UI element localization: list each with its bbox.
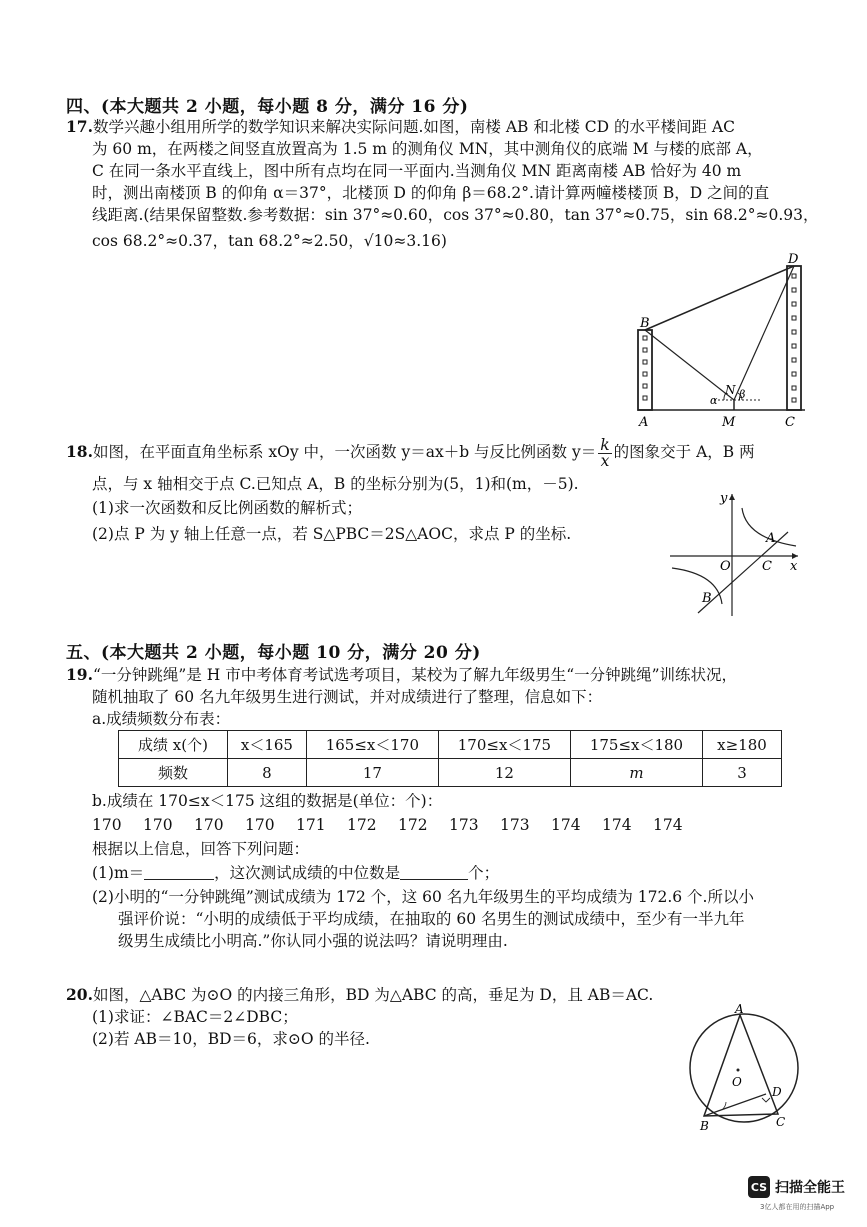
point-a-label: A: [766, 531, 776, 546]
data-value: 172: [398, 816, 428, 834]
q20-line: (1)求证：∠BAC＝2∠DBC；: [92, 1008, 298, 1026]
question-number: 18.: [66, 442, 93, 461]
data-value: 174: [602, 816, 632, 834]
q17-line: 时，测出南楼顶 B 的仰角 α＝37°，北楼顶 D 的仰角 β＝68.2°.请计算两幢楼楼顶 B，D 之间的直: [92, 184, 770, 202]
data-value: 174: [653, 816, 683, 834]
table-cell: 3: [703, 759, 782, 787]
q19-sub2-line: (2)小明的“一分钟跳绳”测试成绩为 172 个，这 60 名九年级男生的平均成绩为 172.6 个.所以小: [92, 888, 754, 906]
label-a: A: [639, 415, 649, 430]
table-header-cell: x＜165: [228, 731, 307, 759]
q19-after: 根据以上信息，回答下列问题：: [92, 840, 310, 858]
q20-line: (2)若 AB＝10，BD＝6，求⊙O 的半径.: [92, 1030, 370, 1048]
data-value: 174: [551, 816, 581, 834]
point-d-label: D: [772, 1085, 782, 1099]
table-header-cell: 165≤x＜170: [306, 731, 438, 759]
q18-line: (2)点 P 为 y 轴上任意一点，若 S△PBC＝2S△AOC，求点 P 的坐标.: [92, 525, 572, 543]
table-row: [119, 759, 782, 787]
q18-line: (1)求一次函数和反比例函数的解析式；: [92, 499, 362, 517]
data-value: 173: [449, 816, 479, 834]
table-cell: 12: [438, 759, 570, 787]
frequency-table: [118, 730, 782, 787]
answer-blank-m[interactable]: [144, 863, 214, 880]
building-ab: [638, 330, 652, 410]
label-b: B: [640, 316, 650, 331]
table-header-row: [119, 731, 782, 759]
fraction-k-over-x: $\frac{k}{x}$: [600, 435, 610, 470]
q20-circle-figure: [682, 1002, 812, 1134]
q19-part-b-block: [92, 790, 754, 952]
label-m: M: [722, 415, 736, 430]
q17-line: 数学兴趣小组用所学的数学知识来解决实际问题.如图，南楼 AB 和北楼 CD 的水平楼间距 AC: [92, 118, 735, 136]
data-value: 172: [347, 816, 377, 834]
data-value: 170: [245, 816, 275, 834]
label-beta: β: [739, 388, 746, 401]
table-cell: 8: [228, 759, 307, 787]
q18-line: 点，与 x 轴相交于点 C.已知点 A，B 的坐标分别为(5，1)和(m，－5).: [92, 475, 579, 493]
data-value: 171: [296, 816, 326, 834]
label-alpha: α: [710, 394, 718, 407]
question-17: [66, 116, 819, 252]
label-d: D: [788, 252, 799, 267]
q19-line: 随机抽取了 60 名九年级男生进行测试，并对成绩进行了整理，信息如下：: [92, 688, 603, 706]
origin-label: O: [720, 559, 731, 574]
label-n: N: [725, 383, 736, 397]
point-b-label: B: [702, 591, 712, 606]
point-b-label: B: [700, 1119, 709, 1133]
q19-part-b: b.成绩在 170≤x＜175 这组的数据是(单位：个)：: [92, 792, 443, 810]
table-header-cell: 成绩 x(个): [119, 731, 228, 759]
data-value: 170: [143, 816, 173, 834]
q17-line: 为 60 m，在两楼之间竖直放置高为 1.5 m 的测角仪 MN，其中测角仪的底端 M 与楼的底部 A，: [92, 140, 763, 158]
question-20: [66, 984, 653, 1050]
question-19: [66, 664, 737, 730]
table-header-cell: 170≤x＜175: [438, 731, 570, 759]
question-18: [66, 435, 755, 545]
table-header-cell: 175≤x＜180: [570, 731, 702, 759]
data-value: 173: [500, 816, 530, 834]
q18-graph-figure: [668, 488, 808, 618]
q17-building-figure: [630, 252, 810, 432]
q19-sub1-a: (1)m＝: [92, 864, 145, 882]
q17-line: cos 68.2°≈0.37，tan 68.2°≈2.50，√10≈3.16): [92, 232, 447, 250]
circle-o: [690, 1014, 798, 1122]
q19-line: “一分钟跳绳”是 H 市中考体育考试选考项目，某校为了解九年级男生“一分钟跳绳”训练状况，: [92, 666, 738, 684]
app-name: 扫描全能王: [775, 1180, 845, 1196]
axis-x-label: x: [790, 559, 798, 574]
point-c-label: C: [776, 1115, 786, 1129]
question-number: 20.: [66, 985, 93, 1004]
table-cell: m: [570, 759, 702, 787]
table-header-cell: x≥180: [703, 731, 782, 759]
table-row-label: 频数: [119, 759, 228, 787]
center-o-label: O: [732, 1075, 742, 1089]
q19-sub2-line: 级男生成绩比小明高.”你认同小强的说法吗？请说明理由.: [118, 932, 508, 950]
section-heading-4: 四、(本大题共 2 小题，每小题 8 分，满分 16 分): [66, 97, 469, 117]
camscanner-logo-icon: CS: [748, 1176, 770, 1198]
q19-sub2-line: 强评价说：“小明的成绩低于平均成绩，在抽取的 60 名男生的测试成绩中，至少有一半九年: [118, 910, 745, 928]
axis-y-label: y: [720, 491, 728, 506]
q19-part-a: a.成绩频数分布表：: [92, 710, 231, 728]
table-cell: 17: [306, 759, 438, 787]
q17-line: 线距离.(结果保留整数.参考数据：sin 37°≈0.60，cos 37°≈0.80，tan 37°≈0.75，sin 68.2°≈0.93，: [92, 206, 819, 224]
label-c: C: [785, 415, 795, 430]
point-c-label: C: [762, 559, 772, 574]
q19-sub1-b: ，这次测试成绩的中位数是: [214, 864, 401, 882]
answer-blank-median[interactable]: [400, 863, 468, 880]
app-tagline: 3亿人都在用的扫描App: [760, 1203, 835, 1211]
q17-line: C 在同一条水平直线上，图中所有点均在同一平面内.当测角仪 MN 距离南楼 AB 恰好为 40 m: [92, 162, 742, 180]
data-row: [92, 814, 754, 836]
q18-line1-post: 的图象交于 A，B 两: [613, 443, 755, 461]
scanner-watermark: [748, 1176, 845, 1198]
q18-line1-pre: 如图，在平面直角坐标系 xOy 中，一次函数 y＝ax＋b 与反比例函数 y＝: [92, 443, 597, 461]
question-number: 19.: [66, 665, 93, 684]
point-a-label: A: [735, 1002, 744, 1016]
data-value: 170: [194, 816, 224, 834]
q20-line: 如图，△ABC 为⊙O 的内接三角形，BD 为△ABC 的高，垂足为 D，且 AB＝AC.: [92, 986, 654, 1004]
data-value: 170: [92, 816, 122, 834]
section-heading-5: 五、(本大题共 2 小题，每小题 10 分，满分 20 分): [66, 643, 481, 663]
q19-sub1-c: 个；: [468, 864, 500, 882]
question-number: 17.: [66, 117, 93, 136]
